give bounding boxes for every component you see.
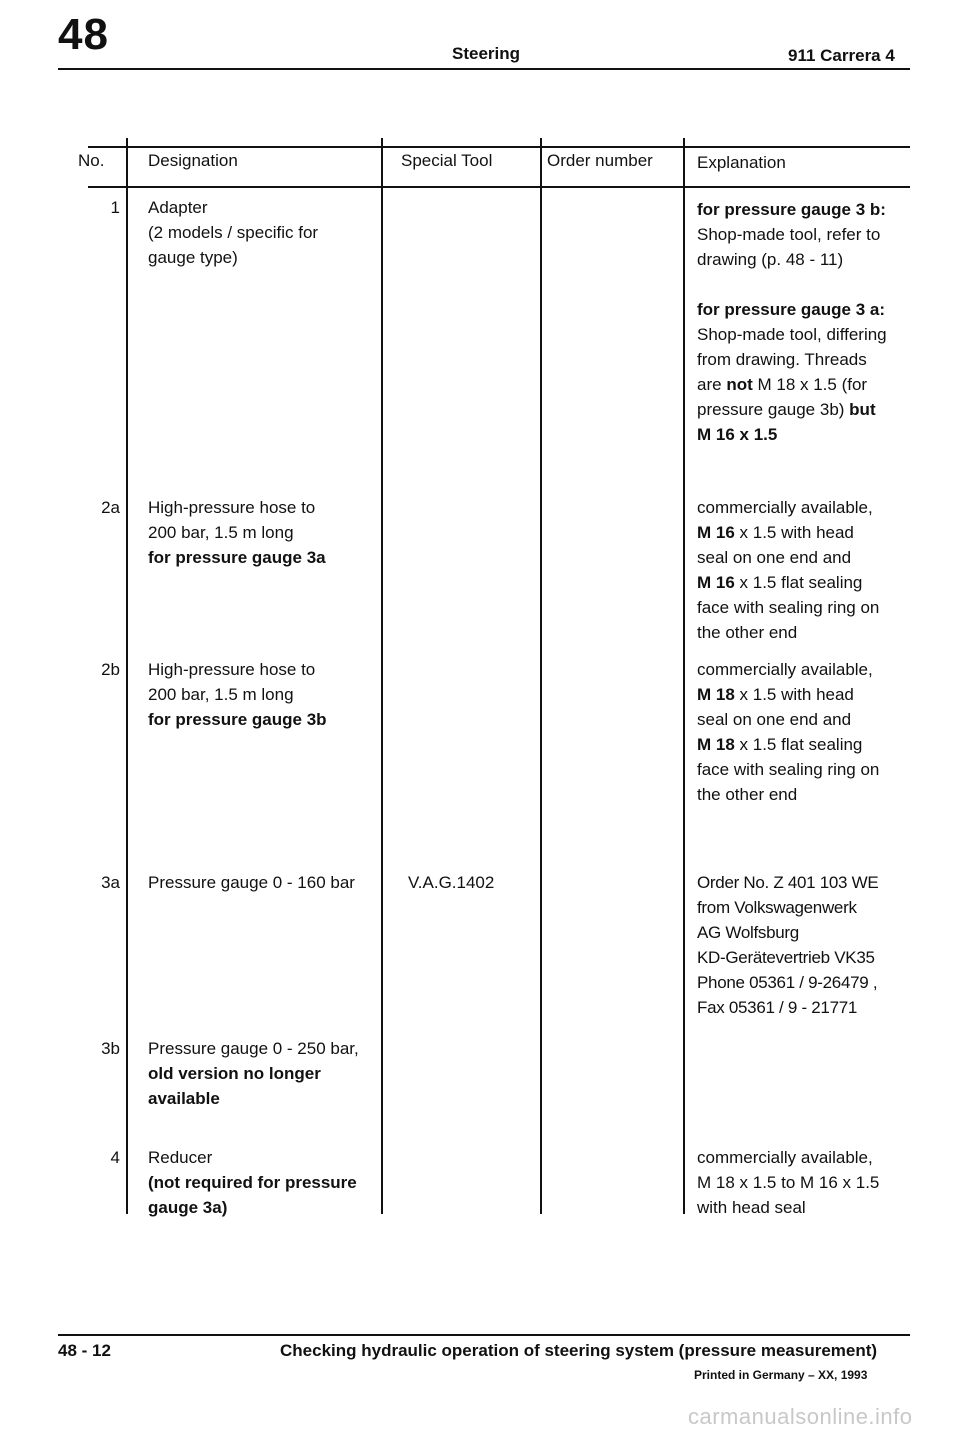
text-run: are: [697, 375, 722, 394]
text-run: x 1.5 with head: [739, 685, 854, 704]
explanation-line: Shop-made tool, refer to: [697, 225, 881, 244]
column-header-explanation: Explanation: [697, 153, 786, 172]
designation-line: Pressure gauge 0 - 160 bar: [148, 873, 355, 892]
designation-line: gauge type): [148, 248, 238, 267]
explanation-line: [697, 570, 879, 595]
column-divider: [381, 138, 383, 1214]
watermark: carmanualsonline.info: [688, 1404, 913, 1429]
explanation-line: commercially available,: [697, 1148, 873, 1167]
explanation-line: [697, 372, 887, 397]
section-title: Steering: [452, 44, 521, 63]
explanation-line: seal on one end and: [697, 710, 852, 729]
footer-divider: [58, 1334, 910, 1336]
designation-line: gauge 3a): [148, 1198, 228, 1217]
explanation-line: Phone 05361 / 9-26479 ,: [697, 973, 878, 992]
explanation-line: drawing (p. 48 - 11): [697, 250, 844, 269]
designation-line: (2 models / specific for: [148, 223, 319, 242]
page-number: 48 - 12: [58, 1341, 111, 1360]
row-number: 1: [110, 198, 120, 217]
designation-cell: [148, 1036, 359, 1111]
text-run: pressure gauge 3b): [697, 400, 845, 419]
text-run: x 1.5 flat sealing: [739, 735, 863, 754]
text-run: M 18: [697, 685, 735, 704]
designation-line: 200 bar, 1.5 m long: [148, 523, 294, 542]
special-tool-cell: V.A.G.1402: [408, 873, 495, 892]
explanation-line: [697, 732, 879, 757]
designation-line: Adapter: [148, 198, 208, 217]
chapter-number: 48: [58, 10, 109, 59]
explanation-line: for pressure gauge 3 b:: [697, 200, 886, 219]
explanation-line: face with sealing ring on: [697, 598, 880, 617]
explanation-cell: [697, 495, 879, 645]
designation-line: High-pressure hose to: [148, 498, 316, 517]
column-header-no: No.: [78, 151, 105, 170]
row-number: 2a: [101, 498, 120, 517]
row-number: 2b: [101, 660, 120, 679]
explanation-line: commercially available,: [697, 498, 873, 517]
explanation-line: AG Wolfsburg: [697, 923, 799, 942]
designation-line: Reducer: [148, 1148, 213, 1167]
explanation-line: Fax 05361 / 9 - 21771: [697, 998, 858, 1017]
table-top-rule: [88, 146, 910, 148]
text-run: M 16: [697, 523, 735, 542]
explanation-line: [697, 397, 887, 422]
column-header-order-number: Order number: [547, 151, 653, 170]
column-header-designation: Designation: [148, 151, 238, 170]
explanation-cell: [697, 1145, 879, 1220]
explanation-line: the other end: [697, 785, 798, 804]
explanation-cell: [697, 657, 879, 807]
text-run: not: [726, 375, 753, 394]
designation-cell: [148, 870, 355, 895]
explanation-line: face with sealing ring on: [697, 760, 880, 779]
designation-line: old version no longer: [148, 1064, 321, 1083]
explanation-line: for pressure gauge 3 a:: [697, 300, 886, 319]
explanation-cell: [697, 870, 878, 1020]
explanation-line: M 18 x 1.5 to M 16 x 1.5: [697, 1173, 880, 1192]
table-header-rule: [88, 186, 910, 188]
designation-line: 200 bar, 1.5 m long: [148, 685, 294, 704]
print-note: Printed in Germany – XX, 1993: [694, 1368, 868, 1382]
row-number: 3a: [101, 873, 120, 892]
designation-cell: [148, 495, 326, 570]
column-divider: [540, 138, 542, 1214]
column-header-special-tool: Special Tool: [401, 151, 493, 170]
explanation-line: M 16 x 1.5: [697, 425, 778, 444]
explanation-line: Shop-made tool, differing: [697, 325, 887, 344]
explanation-line: with head seal: [697, 1198, 806, 1217]
text-run: M 18 x 1.5 (for: [757, 375, 868, 394]
explanation-line: the other end: [697, 623, 798, 642]
explanation-line: Order No. Z 401 103 WE: [697, 873, 879, 892]
designation-line: Pressure gauge 0 - 250 bar,: [148, 1039, 359, 1058]
vehicle-model: 911 Carrera 4: [788, 46, 895, 65]
designation-line: available: [148, 1089, 220, 1108]
text-run: x 1.5 with head: [739, 523, 854, 542]
explanation-line: [697, 520, 879, 545]
column-divider: [126, 138, 128, 1214]
designation-line: (not required for pressure: [148, 1173, 357, 1192]
explanation-line: seal on one end and: [697, 548, 852, 567]
explanation-cell: [697, 197, 887, 447]
text-run: but: [849, 400, 876, 419]
designation-line: High-pressure hose to: [148, 660, 316, 679]
designation-line: for pressure gauge 3b: [148, 710, 327, 729]
row-number: 4: [110, 1148, 120, 1167]
footer-title: Checking hydraulic operation of steering system (pressure measurement): [280, 1341, 878, 1360]
explanation-line: commercially available,: [697, 660, 873, 679]
designation-cell: [148, 657, 327, 732]
explanation-line: from Volkswagenwerk: [697, 898, 857, 917]
explanation-line: from drawing. Threads: [697, 350, 867, 369]
header-divider: [58, 68, 910, 70]
column-divider: [683, 138, 685, 1214]
designation-cell: [148, 1145, 357, 1220]
text-run: M 16: [697, 573, 735, 592]
text-run: x 1.5 flat sealing: [739, 573, 863, 592]
designation-cell: [148, 195, 318, 270]
explanation-line: [697, 682, 879, 707]
row-number: 3b: [101, 1039, 120, 1058]
explanation-line: KD-Gerätevertrieb VK35: [697, 948, 875, 967]
designation-line: for pressure gauge 3a: [148, 548, 326, 567]
text-run: M 18: [697, 735, 735, 754]
